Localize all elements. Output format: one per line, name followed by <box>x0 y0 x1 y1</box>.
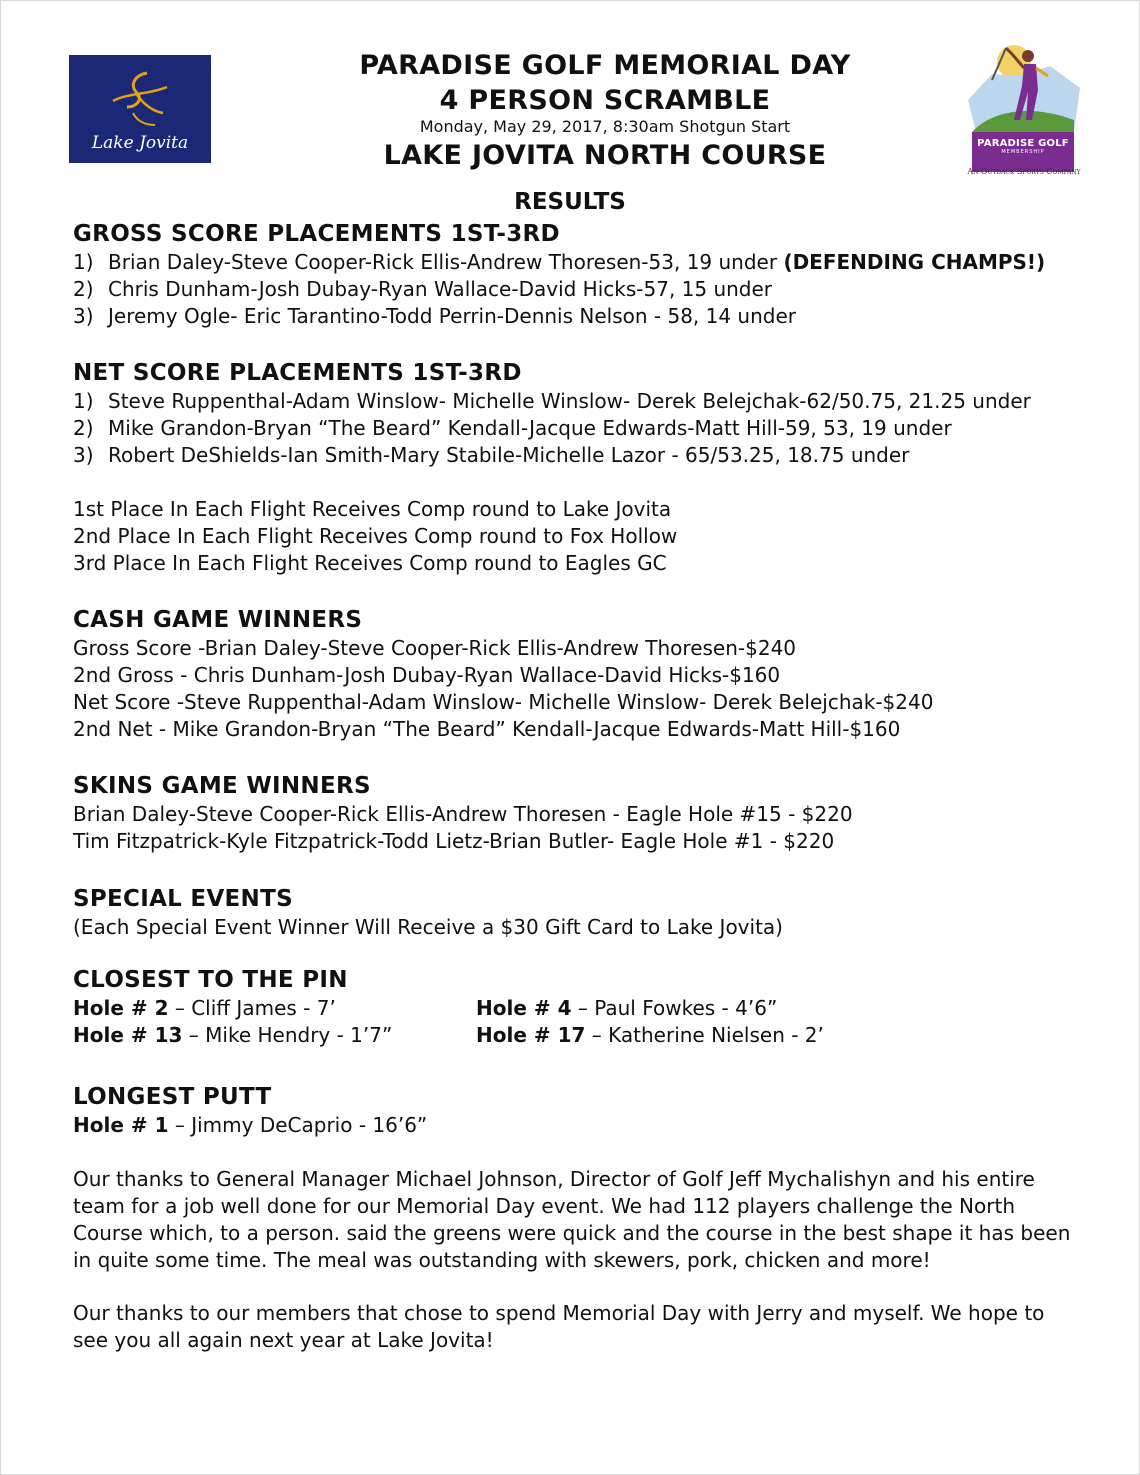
gross-item-1-text: Brian Daley-Steve Cooper-Rick Ellis-Andrew Thoresen-53, 19 under <box>108 250 784 274</box>
gross-item-2 <box>73 276 772 303</box>
gross-item-1-num: 1) <box>73 250 94 274</box>
cash-item-3: Net Score -Steve Ruppenthal-Adam Winslow- Michelle Winslow- Derek Belejchak-$240 <box>73 690 934 714</box>
golfer-illustration-icon <box>962 40 1086 140</box>
paradise-golf-logo <box>962 40 1090 180</box>
cash-item-2: 2nd Gross - Chris Dunham-Josh Dubay-Ryan Wallace-David Hicks-$160 <box>73 663 781 687</box>
longest-heading: LONGEST PUTT <box>73 1084 272 1110</box>
net-item-3-num: 3) <box>73 443 94 467</box>
gross-item-2-num: 2) <box>73 277 94 301</box>
cash-heading: CASH GAME WINNERS <box>73 607 363 633</box>
defending-champs-note: (DEFENDING CHAMPS!) <box>783 250 1046 274</box>
results-heading: RESULTS <box>514 189 626 215</box>
closest-item-hole-17 <box>476 1022 824 1049</box>
paradise-golf-tagline: An Outback Sports Company <box>967 167 1081 176</box>
closest-hole-label: Hole # 4 <box>476 996 572 1020</box>
closest-winner: – Mike Hendry - 1’7” <box>182 1023 393 1047</box>
prize-line-3: 3rd Place In Each Flight Receives Comp round to Eagles GC <box>73 551 667 575</box>
closing-paragraph-2: Our thanks to our members that chose to spend Memorial Day with Jerry and myself. We hope to see you all again next year at Lake Jovita! <box>73 1301 1045 1352</box>
gross-item-3-num: 3) <box>73 304 94 328</box>
longest-hole-label: Hole # 1 <box>73 1113 169 1137</box>
net-item-2-num: 2) <box>73 416 94 440</box>
closest-hole-label: Hole # 2 <box>73 996 169 1020</box>
closest-winner: – Cliff James - 7’ <box>168 996 336 1020</box>
closest-winner: – Katherine Nielsen - 2’ <box>585 1023 824 1047</box>
net-item-2 <box>73 415 952 442</box>
cash-item-4: 2nd Net - Mike Grandon-Bryan “The Beard” Kendall-Jacque Edwards-Matt Hill-$160 <box>73 717 901 741</box>
closest-hole-label: Hole # 13 <box>73 1023 183 1047</box>
net-item-1 <box>73 388 1031 415</box>
document-title-block <box>230 48 980 173</box>
longest-winner: – Jimmy DeCaprio - 16’6” <box>168 1113 428 1137</box>
prize-line-2: 2nd Place In Each Flight Receives Comp round to Fox Hollow <box>73 524 678 548</box>
title-line-1: PARADISE GOLF MEMORIAL DAY <box>359 50 851 81</box>
cash-item-1: Gross Score -Brian Daley-Steve Cooper-Rick Ellis-Andrew Thoresen-$240 <box>73 636 797 660</box>
paradise-golf-sub: MEMBERSHIP <box>1001 149 1045 155</box>
skins-item-1: Brian Daley-Steve Cooper-Rick Ellis-Andrew Thoresen - Eagle Hole #15 - $220 <box>73 802 853 826</box>
title-line-2: 4 PERSON SCRAMBLE <box>439 85 771 116</box>
event-date-line: Monday, May 29, 2017, 8:30am Shotgun Start <box>419 117 791 136</box>
net-item-1-num: 1) <box>73 389 94 413</box>
net-item-3 <box>73 442 909 469</box>
net-heading: NET SCORE PLACEMENTS 1ST-3RD <box>73 360 522 386</box>
gross-item-1 <box>73 249 1045 276</box>
skins-heading: SKINS GAME WINNERS <box>73 773 371 799</box>
closest-item-hole-4 <box>476 995 777 1022</box>
closest-heading: CLOSEST TO THE PIN <box>73 967 348 993</box>
net-item-3-text: Robert DeShields-Ian Smith-Mary Stabile-Michelle Lazor - 65/53.25, 18.75 under <box>108 443 910 467</box>
closing-paragraph-1: Our thanks to General Manager Michael Johnson, Director of Golf Jeff Mychalishyn and his entire team for a job well done for our Memorial Day event. We had 112 players challenge the North Course which, to a person. said the greens were quick and the course in the best shape it has been in quite some time. The meal was outstanding with skewers, pork, chicken and more! <box>73 1167 1071 1272</box>
closest-winner: – Paul Fowkes - 4’6” <box>571 996 778 1020</box>
longest-item <box>73 1112 427 1139</box>
special-heading: SPECIAL EVENTS <box>73 886 293 912</box>
gross-heading: GROSS SCORE PLACEMENTS 1ST-3RD <box>73 221 560 247</box>
lake-jovita-logo-text: Lake Jovita <box>91 133 189 153</box>
gross-item-2-text: Chris Dunham-Josh Dubay-Ryan Wallace-David Hicks-57, 15 under <box>108 277 773 301</box>
prize-line-1: 1st Place In Each Flight Receives Comp round to Lake Jovita <box>73 497 672 521</box>
gross-item-3-text: Jeremy Ogle- Eric Tarantino-Todd Perrin-Dennis Nelson - 58, 14 under <box>108 304 797 328</box>
closest-item-hole-2 <box>73 995 336 1022</box>
gross-item-3 <box>73 303 796 330</box>
skins-item-2: Tim Fitzpatrick-Kyle Fitzpatrick-Todd Lietz-Brian Butler- Eagle Hole #1 - $220 <box>73 829 835 853</box>
lake-jovita-emblem-icon <box>107 67 173 129</box>
closest-hole-label: Hole # 17 <box>476 1023 586 1047</box>
paradise-golf-badge <box>972 132 1074 172</box>
lake-jovita-logo <box>69 55 211 163</box>
net-item-2-text: Mike Grandon-Bryan “The Beard” Kendall-Jacque Edwards-Matt Hill-59, 53, 19 under <box>108 416 952 440</box>
special-note: (Each Special Event Winner Will Receive a $30 Gift Card to Lake Jovita) <box>73 915 783 939</box>
closest-item-hole-13 <box>73 1022 392 1049</box>
paradise-golf-name: PARADISE GOLF <box>977 138 1069 149</box>
net-item-1-text: Steve Ruppenthal-Adam Winslow- Michelle Winslow- Derek Belejchak-62/50.75, 21.25 under <box>108 389 1031 413</box>
course-name: LAKE JOVITA NORTH COURSE <box>383 140 827 171</box>
